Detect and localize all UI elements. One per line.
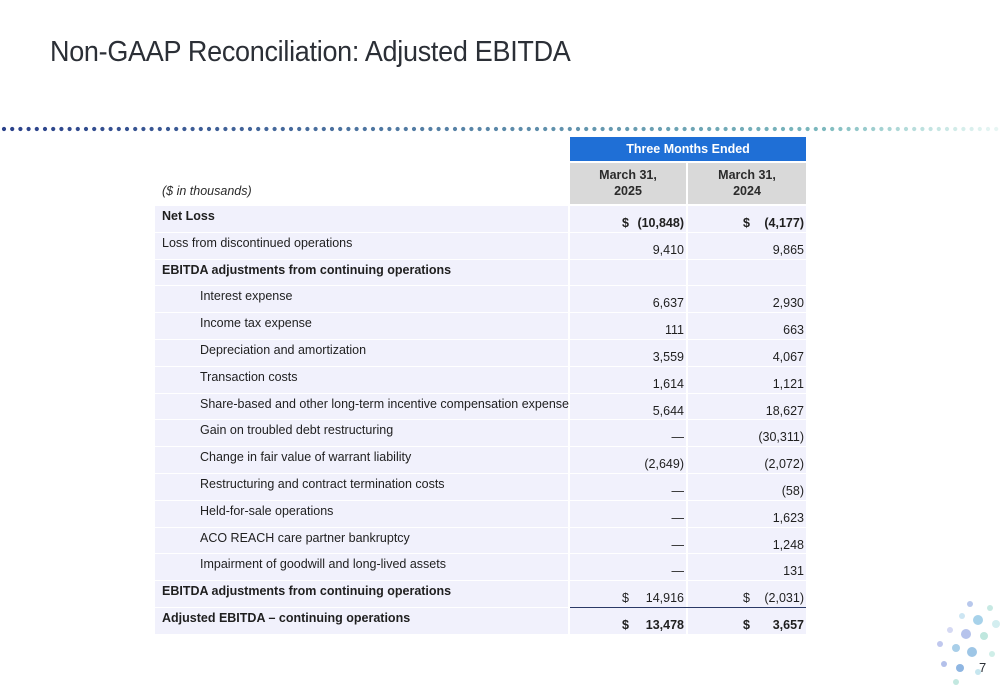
cell-value: 111: [664, 323, 684, 338]
divider-dot: [838, 127, 842, 131]
cell-value: 131: [783, 564, 804, 579]
table-row: [155, 420, 806, 447]
cell-value: 14,916: [645, 591, 684, 606]
value-cell: [688, 581, 806, 607]
divider-dot: [232, 127, 236, 131]
divider-dot: [642, 127, 646, 131]
divider-dot: [215, 127, 219, 131]
currency-symbol: $: [622, 216, 629, 230]
divider-dot: [822, 127, 826, 131]
value-cell: [688, 474, 806, 500]
divider-dot: [158, 127, 162, 131]
divider-dot: [756, 127, 760, 131]
divider-dot: [256, 127, 260, 131]
row-label: Income tax expense: [155, 313, 568, 339]
divider-dot: [789, 127, 793, 131]
divider-dot: [141, 127, 145, 131]
value-cell: [570, 340, 686, 366]
divider-dot: [297, 127, 301, 131]
cell-value: 1,121: [772, 376, 804, 391]
value-cell: [570, 474, 686, 500]
logo-dot: [959, 613, 965, 619]
divider-dot: [592, 127, 596, 131]
logo-dot: [992, 620, 1000, 628]
table-row: [155, 260, 806, 287]
table-row: [155, 528, 806, 555]
divider-dot: [765, 127, 769, 131]
table-row: [155, 233, 806, 260]
divider-dot: [847, 127, 851, 131]
divider-dot: [707, 127, 711, 131]
cell-value: 4,067: [772, 349, 804, 364]
cell-value: 5,644: [652, 403, 684, 418]
divider-dot: [896, 127, 900, 131]
currency-symbol: $: [743, 617, 750, 632]
divider-dot: [469, 127, 473, 131]
divider-dot: [453, 127, 457, 131]
column-header-2024: [688, 163, 806, 204]
cell-value: 3,657: [772, 617, 804, 632]
row-label: Loss from discontinued operations: [155, 233, 568, 259]
value-cell: [570, 581, 686, 607]
divider-dot: [970, 127, 974, 131]
divider-dot: [806, 127, 810, 131]
table-row: [155, 340, 806, 367]
divider-dot: [338, 127, 342, 131]
divider-dot: [150, 127, 154, 131]
column-header-line: 2025: [614, 184, 642, 198]
cell-value: —: [671, 537, 684, 552]
value-cell: [570, 286, 686, 312]
divider-dot: [387, 127, 391, 131]
divider-dot: [724, 127, 728, 131]
logo-dot: [953, 679, 959, 685]
divider-dot: [223, 127, 227, 131]
divider-dot: [945, 127, 949, 131]
divider-dot: [920, 127, 924, 131]
value-cell: [688, 501, 806, 527]
page-title: Non-GAAP Reconciliation: Adjusted EBITDA: [50, 36, 571, 68]
divider-dot: [330, 127, 334, 131]
logo-dot: [961, 629, 971, 639]
logo-dot: [952, 644, 960, 652]
divider-dot: [76, 127, 80, 131]
divider-dot: [461, 127, 465, 131]
row-label: Net Loss: [155, 206, 568, 232]
divider-dot: [281, 127, 285, 131]
table-row: [155, 554, 806, 581]
value-cell: [688, 313, 806, 339]
divider-dot: [166, 127, 170, 131]
cell-value: —: [671, 510, 684, 525]
column-header-line: March 31,: [718, 168, 776, 182]
cell-value: 13,478: [645, 617, 684, 632]
cell-value: 1,248: [772, 537, 804, 552]
divider-dot: [879, 127, 883, 131]
divider-dot: [535, 127, 539, 131]
value-cell: [688, 233, 806, 259]
column-header-line: 2024: [733, 184, 761, 198]
table-row: [155, 313, 806, 340]
value-cell: [688, 394, 806, 420]
table-row: [155, 501, 806, 528]
divider-dot: [43, 127, 47, 131]
value-cell: [688, 608, 806, 634]
divider-dot: [814, 127, 818, 131]
divider-dot: [379, 127, 383, 131]
cell-value: 9,865: [772, 242, 804, 257]
value-cell: [570, 608, 686, 634]
table-row: [155, 206, 806, 233]
divider-dot: [527, 127, 531, 131]
divider-dot: [797, 127, 801, 131]
divider-dot: [191, 127, 195, 131]
divider-dot: [781, 127, 785, 131]
currency-symbol: $: [743, 591, 750, 606]
divider-dot: [953, 127, 957, 131]
divider-dot: [855, 127, 859, 131]
divider-dot: [715, 127, 719, 131]
divider-dot: [937, 127, 941, 131]
divider-dot: [428, 127, 432, 131]
divider-dot: [633, 127, 637, 131]
divider-dot: [109, 127, 113, 131]
column-header-line: March 31,: [599, 168, 657, 182]
cell-value: 18,627: [765, 403, 804, 418]
divider-dot: [961, 127, 965, 131]
divider-dot: [412, 127, 416, 131]
divider-dot: [10, 127, 14, 131]
value-cell: [688, 206, 806, 232]
divider-dot: [199, 127, 203, 131]
row-label: ACO REACH care partner bankruptcy: [155, 528, 568, 554]
divider-dot: [486, 127, 490, 131]
divider-dot: [125, 127, 129, 131]
row-label: EBITDA adjustments from continuing operations: [155, 581, 568, 607]
cell-value: 1,623: [772, 510, 804, 525]
divider-dot: [617, 127, 621, 131]
divider-dot: [871, 127, 875, 131]
logo-dot: [989, 651, 995, 657]
page-number: 7: [979, 660, 987, 675]
value-cell: [688, 260, 806, 286]
cell-value: 1,614: [652, 376, 684, 391]
table-body: [155, 206, 806, 635]
divider-dot: [888, 127, 892, 131]
divider-dot: [182, 127, 186, 131]
table-row: [155, 447, 806, 474]
value-cell: [570, 420, 686, 446]
cell-value: —: [671, 430, 684, 445]
divider-dot: [117, 127, 121, 131]
table-row: [155, 394, 806, 421]
divider-dot: [314, 127, 318, 131]
table-row: [155, 286, 806, 313]
value-cell: [688, 367, 806, 393]
divider-dot: [863, 127, 867, 131]
divider-dot: [68, 127, 72, 131]
logo-dot: [937, 641, 943, 647]
divider-dot: [519, 127, 523, 131]
value-cell: [570, 206, 686, 232]
row-label: Restructuring and contract termination costs: [155, 474, 568, 500]
divider-dot: [658, 127, 662, 131]
divider-dot: [740, 127, 744, 131]
divider-dot: [584, 127, 588, 131]
divider-dot: [100, 127, 104, 131]
cell-value: (4,177): [764, 216, 804, 230]
cell-value: —: [671, 483, 684, 498]
divider-dot: [748, 127, 752, 131]
divider-dot: [174, 127, 178, 131]
divider-dot: [978, 127, 982, 131]
logo-dot: [967, 647, 977, 657]
divider-dot: [568, 127, 572, 131]
cell-value: 9,410: [652, 242, 684, 257]
divider-dot: [732, 127, 736, 131]
divider-dot: [912, 127, 916, 131]
cell-value: 2,930: [772, 296, 804, 311]
value-cell: [688, 340, 806, 366]
row-label: Gain on troubled debt restructuring: [155, 420, 568, 446]
divider-dot: [92, 127, 96, 131]
divider-dot: [346, 127, 350, 131]
divider-dot: [420, 127, 424, 131]
divider-dot: [510, 127, 514, 131]
divider-dot: [551, 127, 555, 131]
value-cell: [688, 528, 806, 554]
row-label: Interest expense: [155, 286, 568, 312]
divider-dot: [560, 127, 564, 131]
value-cell: [688, 447, 806, 473]
logo-dot: [941, 661, 947, 667]
value-cell: [688, 286, 806, 312]
divider-dot: [683, 127, 687, 131]
divider-dot: [248, 127, 252, 131]
decorative-dots-logo: [920, 596, 1000, 685]
divider-dot: [543, 127, 547, 131]
row-label: Held-for-sale operations: [155, 501, 568, 527]
divider-dot: [994, 127, 998, 131]
cell-value: (2,031): [764, 591, 804, 606]
table-row: [155, 608, 806, 635]
value-cell: [570, 313, 686, 339]
row-label: Depreciation and amortization: [155, 340, 568, 366]
cell-value: 3,559: [652, 349, 684, 364]
table-row: [155, 367, 806, 394]
divider-dot: [904, 127, 908, 131]
column-header-2025: [570, 163, 686, 204]
divider-dot: [51, 127, 55, 131]
divider-dot: [773, 127, 777, 131]
cell-value: (2,072): [764, 457, 804, 472]
divider-dot: [437, 127, 441, 131]
divider-dot: [609, 127, 613, 131]
row-label: Change in fair value of warrant liability: [155, 447, 568, 473]
divider-dot: [666, 127, 670, 131]
logo-dot: [987, 605, 993, 611]
row-label: Share-based and other long-term incentive compensation expense: [155, 394, 568, 420]
divider-dot: [2, 127, 6, 131]
cell-value: (30,311): [758, 430, 804, 445]
divider-dot: [502, 127, 506, 131]
cell-value: (2,649): [644, 457, 684, 472]
group-header: Three Months Ended: [570, 137, 806, 161]
cell-value: 6,637: [652, 296, 684, 311]
cell-value: 663: [783, 323, 804, 338]
value-cell: [570, 367, 686, 393]
divider-dot: [674, 127, 678, 131]
logo-dot: [947, 627, 953, 633]
divider-dot: [830, 127, 834, 131]
divider-dot: [396, 127, 400, 131]
divider-dot: [478, 127, 482, 131]
divider-dot: [18, 127, 22, 131]
divider-dot: [207, 127, 211, 131]
divider-dot: [363, 127, 367, 131]
cell-value: (58): [781, 483, 804, 498]
divider-dot: [355, 127, 359, 131]
divider-dot: [240, 127, 244, 131]
value-cell: [570, 447, 686, 473]
currency-symbol: $: [622, 591, 629, 606]
units-label: ($ in thousands): [162, 184, 252, 198]
divider-dot: [576, 127, 580, 131]
divider-dot: [494, 127, 498, 131]
value-cell: [570, 233, 686, 259]
logo-dot: [973, 615, 983, 625]
divider-dot: [691, 127, 695, 131]
row-label: Impairment of goodwill and long-lived assets: [155, 554, 568, 580]
total-rule: [570, 607, 806, 608]
divider-dot: [133, 127, 137, 131]
dotted-divider: [0, 124, 1000, 134]
divider-dot: [305, 127, 309, 131]
value-cell: [570, 554, 686, 580]
divider-dot: [59, 127, 63, 131]
divider-dot: [322, 127, 326, 131]
cell-value: (10,848): [637, 216, 684, 230]
divider-dot: [273, 127, 277, 131]
currency-symbol: $: [622, 617, 629, 632]
cell-value: —: [671, 564, 684, 579]
logo-dot: [980, 632, 988, 640]
divider-dot: [929, 127, 933, 131]
value-cell: [688, 554, 806, 580]
row-label: Transaction costs: [155, 367, 568, 393]
divider-dot: [289, 127, 293, 131]
divider-dot: [699, 127, 703, 131]
divider-dot: [371, 127, 375, 131]
value-cell: [570, 501, 686, 527]
table-row: [155, 474, 806, 501]
divider-dot: [625, 127, 629, 131]
currency-symbol: $: [743, 216, 750, 230]
row-label: EBITDA adjustments from continuing operations: [155, 260, 568, 286]
value-cell: [570, 394, 686, 420]
divider-dot: [650, 127, 654, 131]
divider-dot: [35, 127, 39, 131]
value-cell: [570, 260, 686, 286]
divider-dot: [445, 127, 449, 131]
divider-dot: [986, 127, 990, 131]
logo-dot: [967, 601, 973, 607]
divider-dot: [601, 127, 605, 131]
divider-dot: [264, 127, 268, 131]
value-cell: [570, 528, 686, 554]
divider-dot: [84, 127, 88, 131]
divider-dot: [27, 127, 31, 131]
logo-dot: [956, 664, 964, 672]
table-row: [155, 581, 806, 608]
divider-dot: [404, 127, 408, 131]
row-label: Adjusted EBITDA – continuing operations: [155, 608, 568, 634]
value-cell: [688, 420, 806, 446]
